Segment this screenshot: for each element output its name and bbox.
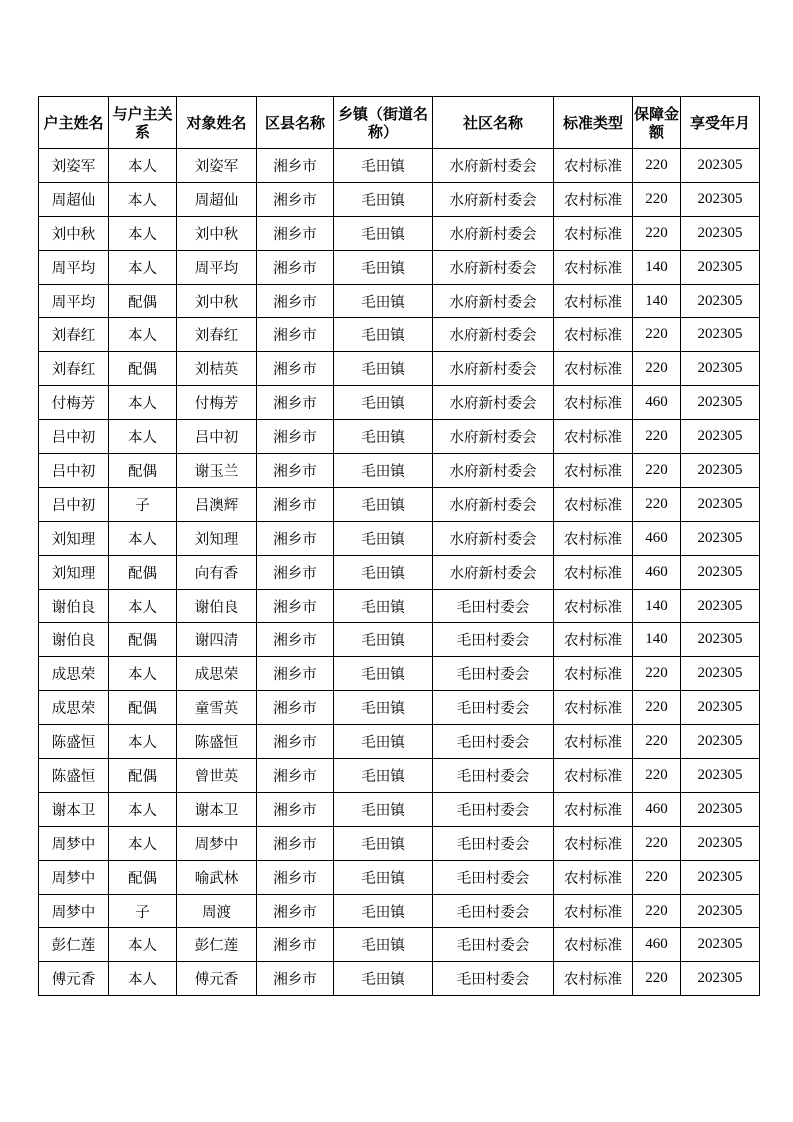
subject-name-cell: 谢本卫 — [177, 792, 257, 826]
amount-cell: 460 — [633, 386, 681, 420]
relation-cell: 配偶 — [109, 454, 177, 488]
benefit-table — [38, 96, 760, 996]
householder-name-cell: 彭仁莲 — [39, 928, 109, 962]
amount-cell: 140 — [633, 250, 681, 284]
township-cell: 毛田镇 — [334, 759, 433, 793]
county-cell: 湘乡市 — [257, 250, 334, 284]
amount-cell: 220 — [633, 487, 681, 521]
table-row — [39, 284, 760, 318]
householder-name-cell: 陈盛恒 — [39, 725, 109, 759]
relation-cell: 配偶 — [109, 623, 177, 657]
subject-name-cell: 周平均 — [177, 250, 257, 284]
standard-type-cell: 农村标准 — [554, 318, 633, 352]
standard-type-cell: 农村标准 — [554, 826, 633, 860]
county-cell: 湘乡市 — [257, 216, 334, 250]
community-cell: 毛田村委会 — [433, 623, 554, 657]
householder-name-cell: 刘知理 — [39, 555, 109, 589]
standard-type-cell: 农村标准 — [554, 623, 633, 657]
subject-name-cell: 陈盛恒 — [177, 725, 257, 759]
standard-type-cell: 农村标准 — [554, 149, 633, 183]
subject-name-cell: 刘春红 — [177, 318, 257, 352]
community-cell: 水府新村委会 — [433, 487, 554, 521]
table-row — [39, 216, 760, 250]
amount-cell: 220 — [633, 691, 681, 725]
standard-type-cell: 农村标准 — [554, 725, 633, 759]
month-cell: 202305 — [681, 318, 760, 352]
township-cell: 毛田镇 — [334, 860, 433, 894]
county-cell: 湘乡市 — [257, 928, 334, 962]
subject-name-cell: 周超仙 — [177, 182, 257, 216]
month-cell: 202305 — [681, 149, 760, 183]
standard-type-cell: 农村标准 — [554, 182, 633, 216]
table-row — [39, 894, 760, 928]
relation-cell: 本人 — [109, 386, 177, 420]
table-row — [39, 962, 760, 996]
amount-cell: 220 — [633, 149, 681, 183]
standard-type-cell: 农村标准 — [554, 759, 633, 793]
relation-cell: 子 — [109, 487, 177, 521]
table-row — [39, 657, 760, 691]
county-cell: 湘乡市 — [257, 894, 334, 928]
householder-name-cell: 周平均 — [39, 250, 109, 284]
table-row — [39, 386, 760, 420]
table-row — [39, 860, 760, 894]
community-cell: 水府新村委会 — [433, 284, 554, 318]
table-body — [39, 149, 760, 996]
relation-cell: 本人 — [109, 182, 177, 216]
community-cell: 水府新村委会 — [433, 352, 554, 386]
township-cell: 毛田镇 — [334, 928, 433, 962]
relation-cell: 本人 — [109, 216, 177, 250]
amount-cell: 140 — [633, 589, 681, 623]
householder-name-cell: 周梦中 — [39, 894, 109, 928]
standard-type-cell: 农村标准 — [554, 386, 633, 420]
month-cell: 202305 — [681, 555, 760, 589]
amount-cell: 220 — [633, 860, 681, 894]
header-relation: 与户主关系 — [109, 97, 177, 149]
standard-type-cell: 农村标准 — [554, 216, 633, 250]
subject-name-cell: 成思荣 — [177, 657, 257, 691]
amount-cell: 220 — [633, 759, 681, 793]
householder-name-cell: 成思荣 — [39, 691, 109, 725]
relation-cell: 本人 — [109, 792, 177, 826]
township-cell: 毛田镇 — [334, 318, 433, 352]
subject-name-cell: 曾世英 — [177, 759, 257, 793]
community-cell: 毛田村委会 — [433, 826, 554, 860]
table-row — [39, 318, 760, 352]
householder-name-cell: 谢本卫 — [39, 792, 109, 826]
householder-name-cell: 刘中秋 — [39, 216, 109, 250]
county-cell: 湘乡市 — [257, 589, 334, 623]
community-cell: 毛田村委会 — [433, 792, 554, 826]
township-cell: 毛田镇 — [334, 725, 433, 759]
header-householder-name: 户主姓名 — [39, 97, 109, 149]
county-cell: 湘乡市 — [257, 792, 334, 826]
community-cell: 毛田村委会 — [433, 894, 554, 928]
subject-name-cell: 彭仁莲 — [177, 928, 257, 962]
standard-type-cell: 农村标准 — [554, 928, 633, 962]
amount-cell: 460 — [633, 555, 681, 589]
amount-cell: 220 — [633, 352, 681, 386]
standard-type-cell: 农村标准 — [554, 555, 633, 589]
relation-cell: 本人 — [109, 657, 177, 691]
relation-cell: 本人 — [109, 250, 177, 284]
county-cell: 湘乡市 — [257, 284, 334, 318]
county-cell: 湘乡市 — [257, 691, 334, 725]
relation-cell: 本人 — [109, 149, 177, 183]
amount-cell: 220 — [633, 216, 681, 250]
householder-name-cell: 付梅芳 — [39, 386, 109, 420]
community-cell: 毛田村委会 — [433, 928, 554, 962]
amount-cell: 220 — [633, 182, 681, 216]
county-cell: 湘乡市 — [257, 962, 334, 996]
month-cell: 202305 — [681, 860, 760, 894]
county-cell: 湘乡市 — [257, 725, 334, 759]
month-cell: 202305 — [681, 894, 760, 928]
month-cell: 202305 — [681, 691, 760, 725]
subject-name-cell: 谢玉兰 — [177, 454, 257, 488]
township-cell: 毛田镇 — [334, 657, 433, 691]
community-cell: 毛田村委会 — [433, 725, 554, 759]
month-cell: 202305 — [681, 725, 760, 759]
month-cell: 202305 — [681, 454, 760, 488]
relation-cell: 配偶 — [109, 860, 177, 894]
subject-name-cell: 刘中秋 — [177, 284, 257, 318]
householder-name-cell: 刘知理 — [39, 521, 109, 555]
month-cell: 202305 — [681, 759, 760, 793]
relation-cell: 配偶 — [109, 284, 177, 318]
householder-name-cell: 成思荣 — [39, 657, 109, 691]
county-cell: 湘乡市 — [257, 386, 334, 420]
subject-name-cell: 刘桔英 — [177, 352, 257, 386]
householder-name-cell: 周梦中 — [39, 860, 109, 894]
header-month: 享受年月 — [681, 97, 760, 149]
table-row — [39, 928, 760, 962]
community-cell: 毛田村委会 — [433, 860, 554, 894]
county-cell: 湘乡市 — [257, 318, 334, 352]
township-cell: 毛田镇 — [334, 250, 433, 284]
standard-type-cell: 农村标准 — [554, 352, 633, 386]
township-cell: 毛田镇 — [334, 352, 433, 386]
relation-cell: 本人 — [109, 962, 177, 996]
amount-cell: 220 — [633, 826, 681, 860]
householder-name-cell: 周平均 — [39, 284, 109, 318]
month-cell: 202305 — [681, 182, 760, 216]
table-row — [39, 454, 760, 488]
householder-name-cell: 陈盛恒 — [39, 759, 109, 793]
community-cell: 水府新村委会 — [433, 521, 554, 555]
householder-name-cell: 吕中初 — [39, 454, 109, 488]
householder-name-cell: 周梦中 — [39, 826, 109, 860]
subject-name-cell: 刘中秋 — [177, 216, 257, 250]
community-cell: 毛田村委会 — [433, 691, 554, 725]
community-cell: 毛田村委会 — [433, 962, 554, 996]
month-cell: 202305 — [681, 352, 760, 386]
table-row — [39, 182, 760, 216]
subject-name-cell: 童雪英 — [177, 691, 257, 725]
header-standard-type: 标准类型 — [554, 97, 633, 149]
table-row — [39, 352, 760, 386]
standard-type-cell: 农村标准 — [554, 894, 633, 928]
householder-name-cell: 周超仙 — [39, 182, 109, 216]
subject-name-cell: 喻武林 — [177, 860, 257, 894]
relation-cell: 子 — [109, 894, 177, 928]
community-cell: 水府新村委会 — [433, 318, 554, 352]
community-cell: 水府新村委会 — [433, 386, 554, 420]
amount-cell: 220 — [633, 894, 681, 928]
county-cell: 湘乡市 — [257, 860, 334, 894]
relation-cell: 本人 — [109, 725, 177, 759]
community-cell: 水府新村委会 — [433, 555, 554, 589]
relation-cell: 本人 — [109, 589, 177, 623]
subject-name-cell: 谢四清 — [177, 623, 257, 657]
county-cell: 湘乡市 — [257, 352, 334, 386]
householder-name-cell: 刘春红 — [39, 318, 109, 352]
community-cell: 水府新村委会 — [433, 454, 554, 488]
amount-cell: 220 — [633, 657, 681, 691]
subject-name-cell: 向有香 — [177, 555, 257, 589]
month-cell: 202305 — [681, 386, 760, 420]
amount-cell: 140 — [633, 623, 681, 657]
relation-cell: 本人 — [109, 928, 177, 962]
table-row — [39, 691, 760, 725]
householder-name-cell: 刘姿军 — [39, 149, 109, 183]
community-cell: 毛田村委会 — [433, 589, 554, 623]
month-cell: 202305 — [681, 623, 760, 657]
county-cell: 湘乡市 — [257, 759, 334, 793]
month-cell: 202305 — [681, 521, 760, 555]
month-cell: 202305 — [681, 420, 760, 454]
month-cell: 202305 — [681, 216, 760, 250]
township-cell: 毛田镇 — [334, 216, 433, 250]
header-subject-name: 对象姓名 — [177, 97, 257, 149]
standard-type-cell: 农村标准 — [554, 792, 633, 826]
township-cell: 毛田镇 — [334, 555, 433, 589]
township-cell: 毛田镇 — [334, 826, 433, 860]
standard-type-cell: 农村标准 — [554, 962, 633, 996]
subject-name-cell: 周梦中 — [177, 826, 257, 860]
table-row — [39, 420, 760, 454]
table-row — [39, 826, 760, 860]
township-cell: 毛田镇 — [334, 454, 433, 488]
community-cell: 毛田村委会 — [433, 657, 554, 691]
month-cell: 202305 — [681, 589, 760, 623]
table-header-row — [39, 97, 760, 149]
subject-name-cell: 谢伯良 — [177, 589, 257, 623]
month-cell: 202305 — [681, 250, 760, 284]
subject-name-cell: 付梅芳 — [177, 386, 257, 420]
amount-cell: 220 — [633, 454, 681, 488]
community-cell: 水府新村委会 — [433, 250, 554, 284]
county-cell: 湘乡市 — [257, 657, 334, 691]
county-cell: 湘乡市 — [257, 420, 334, 454]
relation-cell: 配偶 — [109, 759, 177, 793]
table-row — [39, 725, 760, 759]
community-cell: 水府新村委会 — [433, 182, 554, 216]
table-row — [39, 759, 760, 793]
standard-type-cell: 农村标准 — [554, 420, 633, 454]
township-cell: 毛田镇 — [334, 420, 433, 454]
relation-cell: 配偶 — [109, 555, 177, 589]
householder-name-cell: 谢伯良 — [39, 589, 109, 623]
community-cell: 毛田村委会 — [433, 759, 554, 793]
relation-cell: 本人 — [109, 318, 177, 352]
table-row — [39, 521, 760, 555]
county-cell: 湘乡市 — [257, 555, 334, 589]
month-cell: 202305 — [681, 928, 760, 962]
county-cell: 湘乡市 — [257, 149, 334, 183]
standard-type-cell: 农村标准 — [554, 284, 633, 318]
township-cell: 毛田镇 — [334, 962, 433, 996]
relation-cell: 本人 — [109, 420, 177, 454]
header-township: 乡镇（街道名称） — [334, 97, 433, 149]
standard-type-cell: 农村标准 — [554, 250, 633, 284]
month-cell: 202305 — [681, 487, 760, 521]
amount-cell: 460 — [633, 928, 681, 962]
table-row — [39, 250, 760, 284]
subject-name-cell: 刘姿军 — [177, 149, 257, 183]
county-cell: 湘乡市 — [257, 487, 334, 521]
subject-name-cell: 吕中初 — [177, 420, 257, 454]
householder-name-cell: 吕中初 — [39, 420, 109, 454]
amount-cell: 220 — [633, 420, 681, 454]
householder-name-cell: 刘春红 — [39, 352, 109, 386]
standard-type-cell: 农村标准 — [554, 487, 633, 521]
township-cell: 毛田镇 — [334, 691, 433, 725]
standard-type-cell: 农村标准 — [554, 589, 633, 623]
township-cell: 毛田镇 — [334, 487, 433, 521]
subject-name-cell: 傅元香 — [177, 962, 257, 996]
table-row — [39, 487, 760, 521]
header-community: 社区名称 — [433, 97, 554, 149]
amount-cell: 140 — [633, 284, 681, 318]
amount-cell: 220 — [633, 962, 681, 996]
table-row — [39, 555, 760, 589]
table-row — [39, 149, 760, 183]
county-cell: 湘乡市 — [257, 826, 334, 860]
township-cell: 毛田镇 — [334, 589, 433, 623]
header-county: 区县名称 — [257, 97, 334, 149]
county-cell: 湘乡市 — [257, 454, 334, 488]
township-cell: 毛田镇 — [334, 149, 433, 183]
standard-type-cell: 农村标准 — [554, 657, 633, 691]
standard-type-cell: 农村标准 — [554, 454, 633, 488]
month-cell: 202305 — [681, 284, 760, 318]
table-row — [39, 792, 760, 826]
amount-cell: 460 — [633, 792, 681, 826]
county-cell: 湘乡市 — [257, 623, 334, 657]
householder-name-cell: 吕中初 — [39, 487, 109, 521]
township-cell: 毛田镇 — [334, 792, 433, 826]
subject-name-cell: 周渡 — [177, 894, 257, 928]
county-cell: 湘乡市 — [257, 182, 334, 216]
community-cell: 水府新村委会 — [433, 420, 554, 454]
county-cell: 湘乡市 — [257, 521, 334, 555]
month-cell: 202305 — [681, 826, 760, 860]
township-cell: 毛田镇 — [334, 894, 433, 928]
amount-cell: 220 — [633, 725, 681, 759]
community-cell: 水府新村委会 — [433, 149, 554, 183]
month-cell: 202305 — [681, 657, 760, 691]
relation-cell: 配偶 — [109, 691, 177, 725]
table-row — [39, 623, 760, 657]
standard-type-cell: 农村标准 — [554, 521, 633, 555]
relation-cell: 本人 — [109, 826, 177, 860]
community-cell: 水府新村委会 — [433, 216, 554, 250]
subject-name-cell: 吕澳辉 — [177, 487, 257, 521]
township-cell: 毛田镇 — [334, 284, 433, 318]
relation-cell: 配偶 — [109, 352, 177, 386]
standard-type-cell: 农村标准 — [554, 691, 633, 725]
householder-name-cell: 谢伯良 — [39, 623, 109, 657]
township-cell: 毛田镇 — [334, 521, 433, 555]
standard-type-cell: 农村标准 — [554, 860, 633, 894]
month-cell: 202305 — [681, 792, 760, 826]
amount-cell: 220 — [633, 318, 681, 352]
month-cell: 202305 — [681, 962, 760, 996]
township-cell: 毛田镇 — [334, 623, 433, 657]
relation-cell: 本人 — [109, 521, 177, 555]
householder-name-cell: 傅元香 — [39, 962, 109, 996]
header-amount: 保障金额 — [633, 97, 681, 149]
township-cell: 毛田镇 — [334, 386, 433, 420]
subject-name-cell: 刘知理 — [177, 521, 257, 555]
table-row — [39, 589, 760, 623]
township-cell: 毛田镇 — [334, 182, 433, 216]
amount-cell: 460 — [633, 521, 681, 555]
